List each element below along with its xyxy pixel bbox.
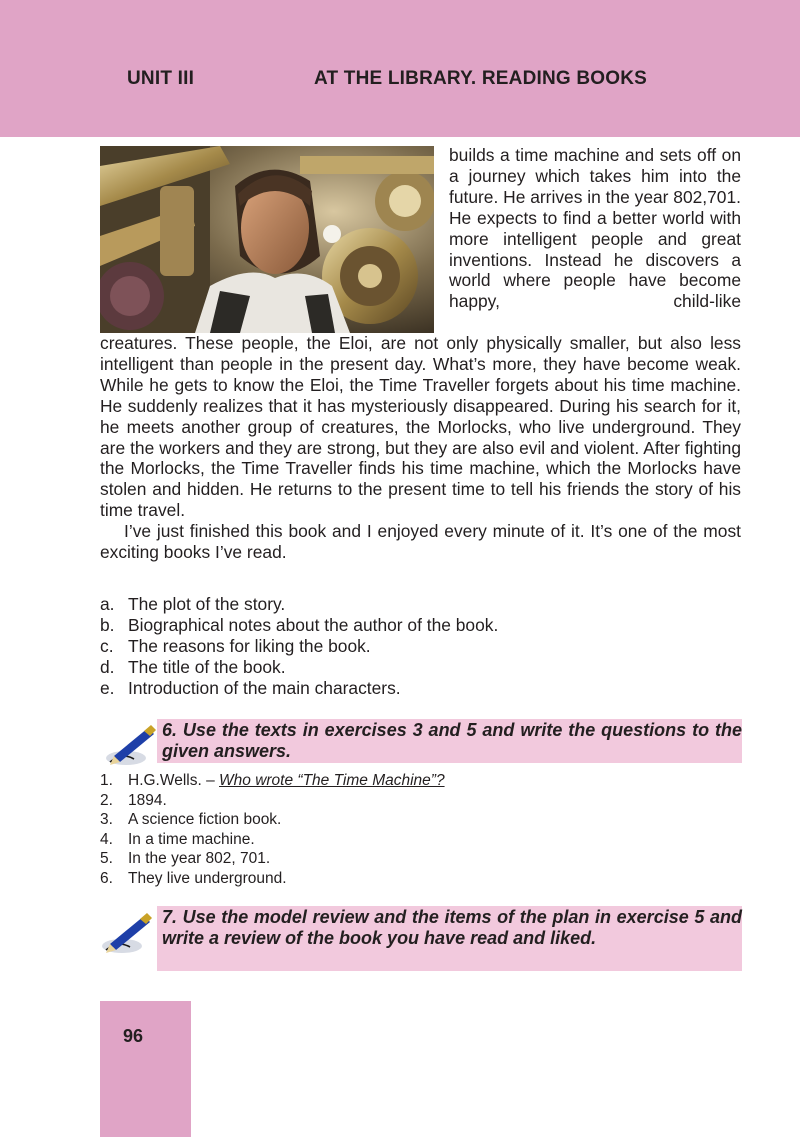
review-closing: I’ve just finished this book and I enjoyed every minute of it. It’s one of the most exciting books I’ve read. [100,521,741,563]
time-traveller-photo [100,146,434,333]
plan-item: d. The title of the book. [100,656,286,677]
plan-item: c. The reasons for liking the book. [100,635,371,656]
chapter-title: AT THE LIBRARY. READING BOOKS [314,68,648,89]
exercise-7-instruction: 7. Use the model review and the items of the plan in exercise 5 and write a review of the book you have read and liked. [157,906,742,971]
page-footer [100,1001,191,1137]
review-plan-list [100,594,741,699]
page-number: 96 [123,1026,144,1046]
unit-label: UNIT III [127,68,195,89]
plan-item: b. Biographical notes about the author of the book. [100,614,499,635]
page-header [0,0,800,137]
review-text-body [100,333,741,563]
answer-item: 5. In the year 802, 701. [100,850,271,868]
plan-item: a. The plot of the story. [100,594,286,614]
answer-item: 2. 1894. [100,791,167,809]
pen-writing-icon [104,722,158,768]
review-text-wrapped: builds a time machine and sets off on a journey which takes him into the future. He arrives in the year 802,701. He expects to find a better world with more intelligent people and great inventions. Instead he discovers a world where people have become happy, child-like [449,145,741,312]
exercise-6-answers [100,771,741,889]
answer-item: 1. H.G.Wells. – Who wrote “The Time Machine”? [100,772,445,789]
exercise-6-instruction: 6. Use the texts in exercises 3 and 5 and write the questions to the given answers. [157,719,742,763]
answer-item: 3. A science fiction book. [100,811,282,829]
pen-writing-icon [100,910,154,956]
model-question: Who wrote “The Time Machine”? [219,772,445,789]
review-text-continued: creatures. These people, the Eloi, are not only physically smaller, but also less intelligent than people in the present day. What’s more, they have become weak. While he gets to know the Eloi, the Time Traveller forgets about his time machine. He suddenly realizes that it has mysteriously disappeared. During his search for it, he meets another group of creatures, the Morlocks, who live underground. They are the workers and they are strong, but they are also evil and violent. After fighting the Morlocks, the Time Traveller finds his time machine, which the Morlocks have stolen and hidden. He returns to the present time to tell his friends the story of his time travel. [100,333,741,521]
answer-item: 6. They live underground. [100,869,287,887]
answer-item: 4. In a time machine. [100,830,255,848]
plan-item: e. Introduction of the main characters. [100,677,401,698]
